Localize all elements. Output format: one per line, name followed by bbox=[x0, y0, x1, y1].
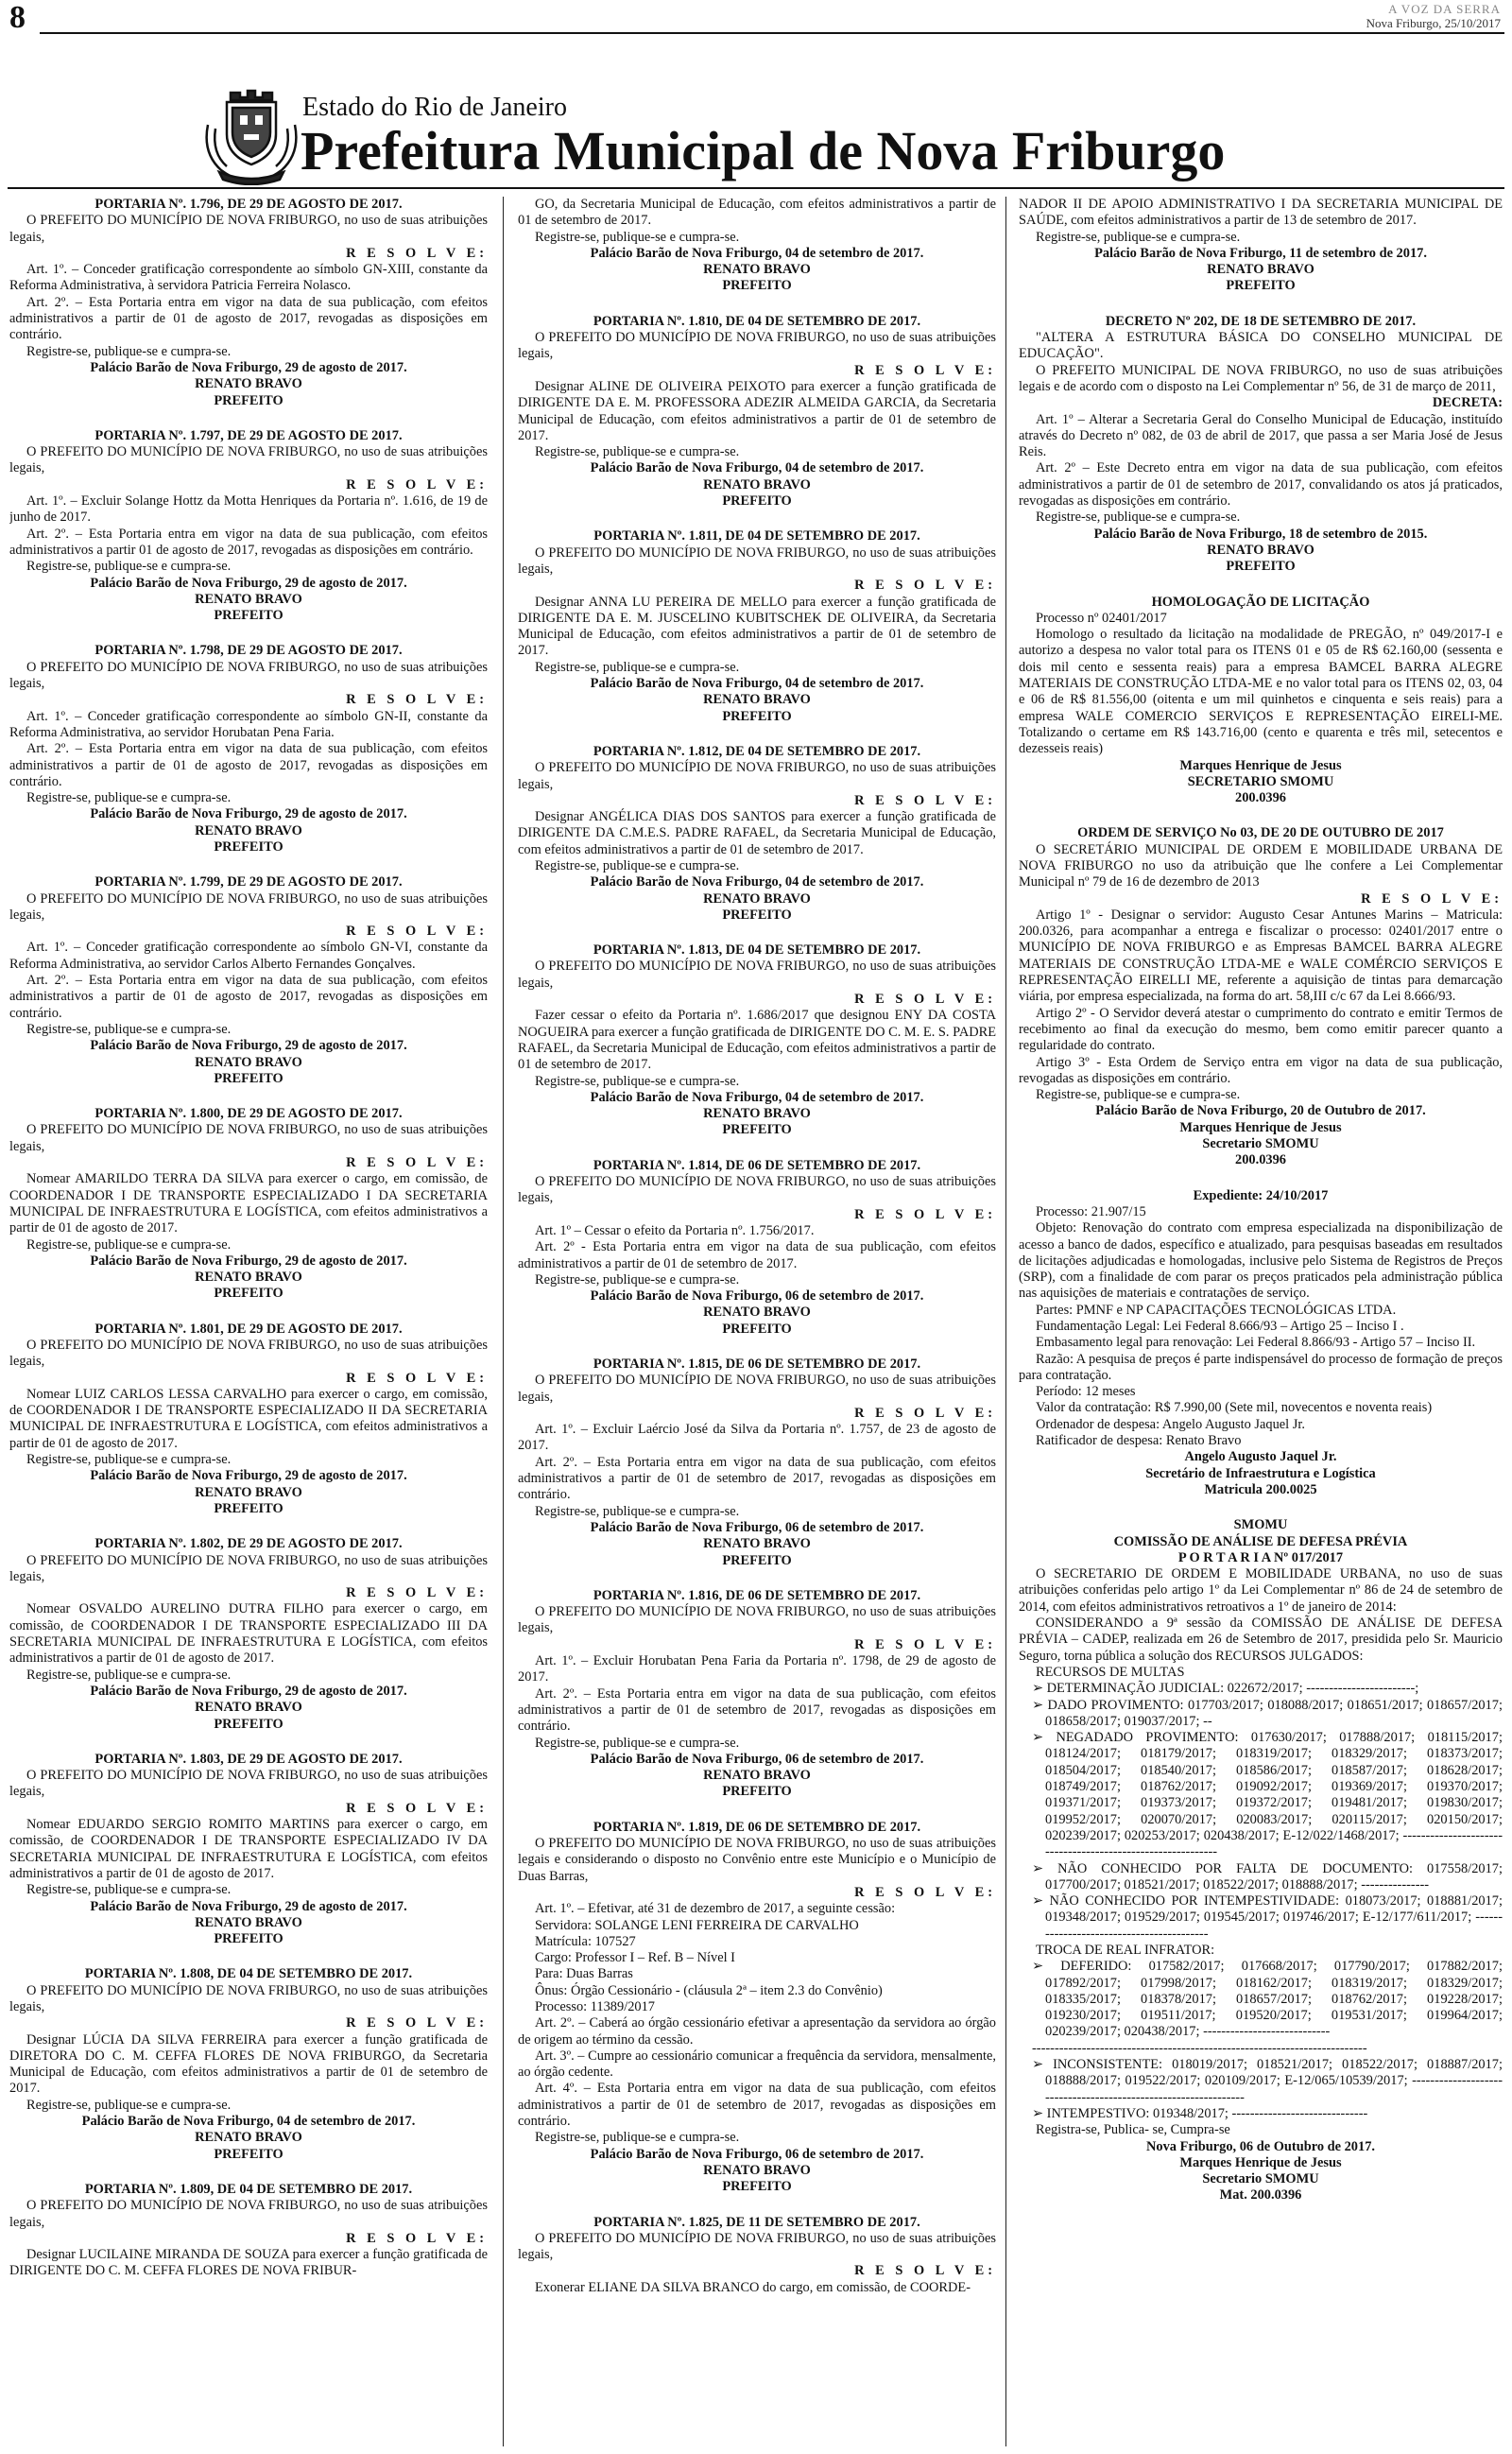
portaria-article: Nomear EDUARDO SERGIO ROMITO MARTINS para exercer o cargo, em comissão, de COORDENADOR I DE TRANSPORTE ESPECIALIZADO IV DA SECRETARIA MUNICIPAL DE INFRAESTRUTURA E LOGÍSTICA, com efeitos administrativos a partir de 01 de agosto de 2017. bbox=[9, 1817, 488, 1881]
portaria-closing: Registre-se, publique-se e cumpra-se. bbox=[26, 2097, 232, 2113]
homologation-body: Homologo o resultado da licitação na modalidade de PREGÃO, nº 049/2017-I e autorizo a despesa no valor total para os ITENS 01 e 05 de R$ 62.160,00 (sessenta e dois mil cento e sessenta reais) para a empresa BAMCEL BARRA ALEGRE MATERIAIS DE CONSTRUÇÃO LTDA-ME e no valor total para os ITENS 02, 03, 04 e 06 de R$ 81.556,00 (oitenta e um mil quinhetos e cinquenta e seis reais) para a empresa WALE COMERCIO SERVIÇOS E REPRESENTAÇÃO EIRELI-ME. Totalizando o certame em R$ 143.716,00 (cento e quarenta e três mil, setecentos e dezesseis reais) bbox=[1019, 627, 1503, 757]
portaria-role: PREFEITO bbox=[214, 1716, 284, 1732]
smomu-items bbox=[1019, 1681, 1503, 1943]
portaria-palace: Palácio Barão de Nova Friburgo, 06 de setembro de 2017. bbox=[590, 1288, 924, 1305]
portaria-article: Art. 1º. – Excluir Horubatan Pena Faria da Portaria nº. 1798, de 29 de agosto de 2017. bbox=[518, 1653, 996, 1685]
portaria-article: Art. 1º. – Conceder gratificação correspondente ao símbolo GN-II, constante da Reforma Administrativa, ao servidor Horubatan Pena Faria. bbox=[9, 708, 488, 740]
smomu-notice bbox=[1019, 1517, 1503, 2203]
service-order-article: Artigo 3º - Esta Ordem de Serviço entra em vigor na data de sua publicação, revogadas as disposições em contrário. bbox=[1019, 1054, 1503, 1086]
portaria-resolve: R E S O L V E: bbox=[854, 792, 996, 808]
portaria-role: PREFEITO bbox=[722, 1321, 792, 1337]
smomu-item: ➢ INTEMPESTIVO: 019348/2017; ------------------------------ bbox=[1032, 2105, 1368, 2121]
portaria-article: Art. 1º. – Efetivar, até 31 de dezembro de 2017, a seguinte cessão: bbox=[535, 1901, 896, 1917]
portaria-article: Servidora: SOLANGE LENI FERREIRA DE CARVALHO bbox=[535, 1917, 859, 1933]
portaria-notice bbox=[9, 197, 488, 409]
portaria-notice bbox=[9, 428, 488, 625]
portaria-signer: RENATO BRAVO bbox=[703, 692, 811, 708]
portaria-notice bbox=[9, 2182, 488, 2280]
expediente-line: Valor da contratação: R$ 7.990,00 (Sete mil, novecentos e noventa reais) bbox=[1036, 1400, 1433, 1416]
portaria-article: Art. 3º. – Cumpre ao cessionário comunicar a frequência da servidora, mensalmente, ao órgão cedente. bbox=[518, 2048, 996, 2081]
portaria-notice bbox=[518, 1357, 996, 1569]
portaria-intro: O PREFEITO DO MUNICÍPIO DE NOVA FRIBURGO, no uso de suas atribuições legais, bbox=[518, 330, 996, 362]
homologation-title: HOMOLOGAÇÃO DE LICITAÇÃO bbox=[1151, 594, 1370, 610]
portaria-article: Art. 2º. – Esta Portaria entra em vigor na data de sua publicação, com efeitos administrativos a partir de 01 de setembro de 2017, revogadas as disposições em contrário. bbox=[518, 1454, 996, 1503]
portaria-intro: O PREFEITO DO MUNICÍPIO DE NOVA FRIBURGO, no uso de suas atribuições legais, bbox=[9, 1552, 488, 1584]
portaria-title: PORTARIA Nº. 1.819, DE 06 DE SETEMBRO DE 2017. bbox=[593, 1819, 921, 1835]
homologation-notice bbox=[1019, 595, 1503, 807]
portaria-intro: O PREFEITO DO MUNICÍPIO DE NOVA FRIBURGO, no uso de suas atribuições legais, bbox=[9, 213, 488, 245]
notice-role: PREFEITO bbox=[1226, 278, 1296, 294]
portaria-intro: O PREFEITO DO MUNICÍPIO DE NOVA FRIBURGO, no uso de suas atribuições legais, bbox=[9, 1122, 488, 1154]
service-order-role: Secretario SMOMU bbox=[1202, 1136, 1319, 1152]
portaria-article: Exonerar ELIANE DA SILVA BRANCO do cargo, em comissão, de COORDE- bbox=[535, 2279, 971, 2295]
portaria-notice bbox=[518, 942, 996, 1139]
portaria-closing: Registre-se, publique-se e cumpra-se. bbox=[535, 659, 740, 675]
portaria-role: PREFEITO bbox=[722, 907, 792, 923]
portaria-palace: Palácio Barão de Nova Friburgo, 29 de agosto de 2017. bbox=[90, 1898, 407, 1914]
smomu-item: -------------------------------------------------------------------------- bbox=[1032, 2040, 1367, 2056]
portaria-notice bbox=[518, 528, 996, 725]
smomu-title: SMOMU bbox=[1233, 1517, 1288, 1533]
portaria-title: PORTARIA Nº. 1.797, DE 29 DE AGOSTO DE 2017. bbox=[94, 427, 403, 443]
smomu-closing: Registra-se, Publica- se, Cumpra-se bbox=[1036, 2122, 1230, 2138]
portaria-title: PORTARIA Nº. 1.798, DE 29 DE AGOSTO DE 2017. bbox=[94, 643, 403, 659]
portaria-intro: O PREFEITO DO MUNICÍPIO DE NOVA FRIBURGO, no uso de suas atribuições legais, bbox=[518, 1373, 996, 1405]
newspaper-masthead bbox=[1366, 2, 1501, 30]
service-order-palace: Palácio Barão de Nova Friburgo, 20 de Outubro de 2017. bbox=[1095, 1103, 1426, 1119]
portaria-article: Art. 4º. – Esta Portaria entra em vigor na data de sua publicação, com efeitos administrativos a partir de 01 de setembro de 2017, revogadas as disposições em contrário. bbox=[518, 2081, 996, 2130]
portaria-article: Designar ALINE DE OLIVEIRA PEIXOTO para exercer a função gratificada de DIRIGENTE DA E. M. PROFESSORA ADEZIR ALMEIDA GARCIA, da Secretaria Municipal de Educação, com efeitos administrativos a partir de 01 de setembro de 2017. bbox=[518, 378, 996, 443]
portaria-palace: Palácio Barão de Nova Friburgo, 04 de setembro de 2017. bbox=[590, 245, 924, 261]
portaria-palace: Palácio Barão de Nova Friburgo, 04 de setembro de 2017. bbox=[590, 460, 924, 476]
portaria-title: PORTARIA Nº. 1.825, DE 11 DE SETEMBRO DE 2017. bbox=[593, 2214, 920, 2230]
portaria-title: PORTARIA Nº. 1.812, DE 04 DE SETEMBRO DE 2017. bbox=[593, 743, 921, 759]
portaria-intro: O PREFEITO DO MUNICÍPIO DE NOVA FRIBURGO, no uso de suas atribuições legais, bbox=[9, 659, 488, 692]
portaria-role: PREFEITO bbox=[214, 1931, 284, 1947]
portaria-title: PORTARIA Nº. 1.801, DE 29 DE AGOSTO DE 2017. bbox=[94, 1321, 403, 1337]
portaria-notice bbox=[9, 1966, 488, 2163]
portaria-intro: O PREFEITO DO MUNICÍPIO DE NOVA FRIBURGO, no uso de suas atribuições legais, bbox=[9, 1982, 488, 2014]
portaria-intro: O PREFEITO DO MUNICÍPIO DE NOVA FRIBURGO, no uso de suas atribuições legais, bbox=[9, 444, 488, 476]
page-top-bar bbox=[0, 0, 1512, 34]
portaria-notice bbox=[518, 197, 996, 295]
portaria-article: Designar ANNA LU PEREIRA DE MELLO para exercer a função gratificada de DIRIGENTE DA E. M. JUSCELINO KUBITSCHEK DE OLIVEIRA, da Secretaria Municipal de Educação, com efeitos administrativos a partir de 01 de setembro de 2017. bbox=[518, 594, 996, 659]
portaria-resolve: R E S O L V E: bbox=[346, 245, 488, 261]
decree-closing: Registre-se, publique-se e cumpra-se. bbox=[1036, 510, 1241, 526]
expediente-line: Objeto: Renovação do contrato com empresa especializada na disponibilização de acesso a banco de dados, específico e atualizado, para pesquisas baseadas em resultados de licitações adjudicadas e homologadas, inclusive pelo Sistema de Registros de Preços (SRP), com a finalidade de com parar os preços praticados pela administração pública nas aquisições de materiais e contratações de serviço. bbox=[1019, 1220, 1503, 1302]
portaria-title: PORTARIA Nº. 1.813, DE 04 DE SETEMBRO DE 2017. bbox=[593, 942, 921, 959]
portaria-notice bbox=[518, 1158, 996, 1338]
portaria-role: PREFEITO bbox=[214, 2146, 284, 2162]
expediente-role: Secretário de Infraestrutura e Logística bbox=[1145, 1465, 1376, 1481]
portaria-article: Designar LÚCIA DA SILVA FERREIRA para exercer a função gratificada de DIRETORA DO C. M. CEFFA FLORES DE NOVA FRIBURGO, da Secretaria Municipal de Educação, com efeitos administrativos a partir de 01 de setembro de 2017. bbox=[9, 2031, 488, 2097]
portaria-palace: Palácio Barão de Nova Friburgo, 29 de agosto de 2017. bbox=[90, 1038, 407, 1054]
portaria-palace: Palácio Barão de Nova Friburgo, 29 de agosto de 2017. bbox=[90, 1468, 407, 1484]
expediente-signer: Angelo Augusto Jaquel Jr. bbox=[1184, 1449, 1337, 1465]
smomu-item: ➢ NÃO CONHECIDO POR INTEMPESTIVIDADE: 018073/2017; 018881/2017; 019348/2017; 019529/2017; 019545/2017; 019746/2017; E-12/177/611/2017; ------------------------------------------ bbox=[1032, 1893, 1503, 1942]
portaria-signer: RENATO BRAVO bbox=[703, 1305, 811, 1321]
newspaper-name: A VOZ DA SERRA bbox=[1388, 2, 1501, 16]
portaria-article: Cargo: Professor I – Ref. B – Nível I bbox=[535, 1950, 735, 1966]
portaria-role: PREFEITO bbox=[722, 2179, 792, 2195]
portaria-palace: Palácio Barão de Nova Friburgo, 04 de setembro de 2017. bbox=[590, 676, 924, 692]
portaria-resolve: R E S O L V E: bbox=[346, 1585, 488, 1601]
notice-body: NADOR II DE APOIO ADMINISTRATIVO I DA SECRETARIA MUNICIPAL DE SAÚDE, com efeitos administrativos a partir de 13 de setembro de 2017. bbox=[1019, 197, 1503, 229]
portaria-article: Nomear LUIZ CARLOS LESSA CARVALHO para exercer o cargo, em comissão, de COORDENADOR I DE TRANSPORTE ESPECIALIZADO II DA SECRETARIA MUNICIPAL DE INFRAESTRUTURA E LOGÍSTICA, com efeitos administrativos a partir de 01 de agosto de 2017. bbox=[9, 1386, 488, 1451]
portaria-title: PORTARIA Nº. 1.809, DE 04 DE SETEMBRO DE 2017. bbox=[84, 2181, 413, 2197]
column-divider bbox=[1005, 197, 1006, 2446]
portaria-signer: RENATO BRAVO bbox=[195, 591, 302, 607]
service-order-article: Artigo 2º - O Servidor deverá atestar o cumprimento do contrato e emitir Termos de recebimento ao final da execução do mesmo, bem como emitir parecer quanto a regularidade do contrato. bbox=[1019, 1005, 1503, 1054]
state-name: Estado do Rio de Janeiro bbox=[302, 93, 567, 122]
portaria-article: Art. 2º. – Esta Portaria entra em vigor na data de sua publicação, com efeitos administrativos a partir de 01 de agosto de 2017, revogadas as disposições em contrário. bbox=[9, 294, 488, 343]
service-order-mat: 200.0396 bbox=[1235, 1152, 1286, 1168]
portaria-notice bbox=[9, 643, 488, 855]
portaria-role: PREFEITO bbox=[722, 1784, 792, 1800]
portaria-palace: Palácio Barão de Nova Friburgo, 29 de agosto de 2017. bbox=[90, 575, 407, 591]
portaria-article: Matrícula: 107527 bbox=[535, 1933, 636, 1949]
prefecture-title: Prefeitura Municipal de Nova Friburgo bbox=[301, 120, 1226, 181]
decree-article: Art. 1º – Alterar a Secretaria Geral do Conselho Municipal de Educação, instituído através do Decreto nº 082, de 03 de abril de 2017, que passa a ser Maria José de Jesus Reis. bbox=[1019, 411, 1503, 460]
portaria-signer: RENATO BRAVO bbox=[195, 1054, 302, 1070]
smomu-item: ➢ INCONSISTENTE: 018019/2017; 018521/2017; 018522/2017; 018887/2017; 018888/2017; 019522/2017; 020109/2017; E-12/065/10539/2017; ---------------------------------------------------------------- bbox=[1032, 2057, 1503, 2105]
portaria-signer: RENATO BRAVO bbox=[195, 2130, 302, 2146]
decree-intro: O PREFEITO MUNICIPAL DE NOVA FRIBURGO, no uso de suas atribuições legais e de acordo com o disposto na Lei Complementar nº 56, de 31 de março de 2011, bbox=[1019, 362, 1503, 394]
portaria-signer: RENATO BRAVO bbox=[195, 376, 302, 392]
portaria-resolve: R E S O L V E: bbox=[854, 1884, 996, 1900]
portaria-notice bbox=[9, 1536, 488, 1733]
portaria-signer: RENATO BRAVO bbox=[195, 1914, 302, 1930]
portaria-role: PREFEITO bbox=[722, 1552, 792, 1568]
portaria-intro: O PREFEITO DO MUNICÍPIO DE NOVA FRIBURGO, no uso de suas atribuições legais, bbox=[518, 959, 996, 991]
portaria-article: Art. 1º. – Excluir Laércio José da Silva da Portaria nº. 1.757, de 23 de agosto de 2017. bbox=[518, 1422, 996, 1454]
smomu-signer: Marques Henrique de Jesus bbox=[1179, 2154, 1342, 2170]
portaria-intro: O PREFEITO DO MUNICÍPIO DE NOVA FRIBURGO, no uso de suas atribuições legais, bbox=[9, 1338, 488, 1370]
expediente-line: Embasamento legal para renovação: Lei Federal 8.866/93 - Artigo 57 – Inciso II. bbox=[1036, 1335, 1476, 1351]
expediente-title: Expediente: 24/10/2017 bbox=[1193, 1187, 1329, 1203]
portaria-signer: RENATO BRAVO bbox=[703, 1106, 811, 1122]
portaria-closing: Registre-se, publique-se e cumpra-se. bbox=[26, 790, 232, 806]
portaria-resolve: R E S O L V E: bbox=[854, 992, 996, 1008]
smomu-item: ➢ NÃO CONHECIDO POR FALTA DE DOCUMENTO: 017558/2017; 017700/2017; 018521/2017; 018522/2017; 018888/2017; --------------- bbox=[1032, 1860, 1503, 1892]
portaria-article: Nomear OSVALDO AURELINO DUTRA FILHO para exercer o cargo, em comissão, de COORDENADOR I DE TRANSPORTE ESPECIALIZADO III DA SECRETARIA MUNICIPAL DE INFRAESTRUTURA E LOGÍSTICA, com efeitos administrativos a partir de 01 de agosto de 2017. bbox=[9, 1601, 488, 1667]
portaria-article: Designar ANGÉLICA DIAS DOS SANTOS para exercer a função gratificada de DIRIGENTE DA C.M.E.S. PADRE RAFAEL, da Secretaria Municipal de Educação, com efeitos administrativos a partir de 01 de setembro de 2017. bbox=[518, 809, 996, 857]
portaria-notice bbox=[9, 874, 488, 1087]
portaria-article: Art. 2º. – Esta Portaria entra em vigor na data de sua publicação, com efeitos administrativos a partir de 01 de agosto de 2017, revogadas as disposições em contrário. bbox=[9, 973, 488, 1021]
portaria-palace: Palácio Barão de Nova Friburgo, 06 de setembro de 2017. bbox=[590, 1751, 924, 1767]
smomu-recursos: RECURSOS DE MULTAS bbox=[1036, 1664, 1185, 1680]
decree-decreta: DECRETA: bbox=[1432, 395, 1503, 411]
portaria-closing: Registre-se, publique-se e cumpra-se. bbox=[26, 1236, 232, 1253]
column-1 bbox=[9, 197, 488, 2446]
decree-title: DECRETO Nº 202, DE 18 DE SETEMBRO DE 2017. bbox=[1105, 313, 1417, 329]
portaria-article: Art. 1º. – Conceder gratificação correspondente ao símbolo GN-XIII, constante da Reforma Administrativa, à servidora Patricia Ferreira Nolasco. bbox=[9, 262, 488, 294]
portaria-resolve: R E S O L V E: bbox=[346, 2015, 488, 2031]
service-order-notice bbox=[1019, 825, 1503, 1168]
portaria-article: Art. 1º. – Excluir Solange Hottz da Motta Henriques da Portaria nº. 1.616, de 19 de junho de 2017. bbox=[9, 493, 488, 526]
smomu-item: ➢ DETERMINAÇÃO JUDICIAL: 022672/2017; ------------------------; bbox=[1032, 1681, 1419, 1697]
page-number: 8 bbox=[9, 0, 26, 35]
portaria-closing: Registre-se, publique-se e cumpra-se. bbox=[26, 1021, 232, 1037]
portaria-role: PREFEITO bbox=[214, 838, 284, 855]
decree-palace: Palácio Barão de Nova Friburgo, 18 de setembro de 2015. bbox=[1093, 526, 1428, 542]
header-rule bbox=[8, 187, 1504, 189]
portaria-signer: RENATO BRAVO bbox=[195, 822, 302, 838]
portaria-resolve: R E S O L V E: bbox=[854, 362, 996, 378]
portaria-resolve: R E S O L V E: bbox=[854, 578, 996, 594]
portaria-article: Ônus: Órgão Cessionário - (cláusula 2ª – item 2.3 do Convênio) bbox=[535, 1982, 883, 1998]
portaria-palace: Palácio Barão de Nova Friburgo, 29 de agosto de 2017. bbox=[90, 1253, 407, 1269]
portaria-closing: Registre-se, publique-se e cumpra-se. bbox=[26, 1882, 232, 1898]
expediente-line: Período: 12 meses bbox=[1036, 1384, 1136, 1400]
service-order-intro: O SECRETÁRIO MUNICIPAL DE ORDEM E MOBILIDADE URBANA DE NOVA FRIBURGO no uso da atribuição que lhe confere a Lei Complementar Municipal nº 79 de 16 de dezembro de 2013 bbox=[1019, 841, 1503, 890]
portaria-palace: Palácio Barão de Nova Friburgo, 29 de agosto de 2017. bbox=[90, 806, 407, 822]
portaria-closing: Registre-se, publique-se e cumpra-se. bbox=[535, 444, 740, 460]
portaria-closing: Registre-se, publique-se e cumpra-se. bbox=[535, 1503, 740, 1519]
portaria-article: Art. 2º. – Esta Portaria entra em vigor na data de sua publicação, com efeitos administrativos a partir 01 de agosto de 2017, revogadas as disposições em contrário. bbox=[9, 526, 488, 558]
portaria-signer: RENATO BRAVO bbox=[703, 890, 811, 907]
smomu-considerando: CONSIDERANDO a 9ª sessão da COMISSÃO DE ANÁLISE DE DEFESA PRÉVIA – CADEP, realizada em 26 de Setembro de 2017, presidida pelo Sr. Mauricio Seguro, torna pública a solução dos RECURSOS JULGADOS: bbox=[1019, 1616, 1503, 1664]
portaria-title: PORTARIA Nº. 1.796, DE 29 DE AGOSTO DE 2017. bbox=[94, 197, 403, 212]
service-order-resolve: R E S O L V E: bbox=[1361, 890, 1503, 907]
portaria-signer: RENATO BRAVO bbox=[195, 1484, 302, 1500]
expediente-notice bbox=[1019, 1188, 1503, 1499]
portaria-notice bbox=[518, 744, 996, 924]
portaria-notice bbox=[518, 314, 996, 510]
top-rule bbox=[40, 32, 1504, 34]
expediente-line: Razão: A pesquisa de preços é parte indispensável do processo de formação de preços para contratação. bbox=[1019, 1351, 1503, 1383]
portaria-signer: RENATO BRAVO bbox=[703, 1768, 811, 1784]
notice-palace: Palácio Barão de Nova Friburgo, 11 de setembro de 2017. bbox=[1094, 245, 1427, 261]
smomu-item: ➢ DEFERIDO: 017582/2017; 017668/2017; 017790/2017; 017882/2017; 017892/2017; 017998/2017; 018162/2017; 018319/2017; 018329/2017; 018335/2017; 018378/2017; 018657/2017; 018762/2017; 019228/2017; 019230/2017; 019511/2017; 019520/2017; 019531/2017; 019964/2017; 020239/2017; 020438/2017; ---------------------------- bbox=[1032, 1959, 1503, 2040]
expediente-mat: Matricula 200.0025 bbox=[1204, 1481, 1317, 1497]
notice-closing: Registre-se, publique-se e cumpra-se. bbox=[1036, 229, 1241, 245]
service-order-article: Artigo 1º - Designar o servidor: Augusto Cesar Antunes Marins – Matricula: 200.0326, para acompanhar a entrega e fiscalizar o processo: 02401/2017 entre o MUNICÍPIO DE NOVA FRIBURGO e as Empresas BAMCEL BARRA ALEGRE MATERIAIS DE CONSTRUÇÃO LTDA-ME e WALE COMÉRCIO SERVIÇOS E REPRESENTAÇÃO EIRELLI ME, referente a aquisição de tintas para demarcação viária, por empresa especializada, na forma do art. 58,III c/c 67 da Lei 8.666/93. bbox=[1019, 907, 1503, 1005]
portaria-article: Art. 1º. – Conceder gratificação correspondente ao símbolo GN-VI, constante da Reforma Administrativa, ao servidor Carlos Alberto Fernandes Gonçalves. bbox=[9, 940, 488, 972]
portaria-closing: Registre-se, publique-se e cumpra-se. bbox=[535, 2130, 740, 2146]
expediente-line: Ratificador de despesa: Renato Bravo bbox=[1036, 1433, 1242, 1449]
decree-role: PREFEITO bbox=[1226, 559, 1296, 575]
portaria-closing: Registre-se, publique-se e cumpra-se. bbox=[535, 1735, 740, 1751]
portaria-resolve: R E S O L V E: bbox=[346, 1370, 488, 1386]
portaria-signer: RENATO BRAVO bbox=[195, 1270, 302, 1286]
portaria-closing: Registre-se, publique-se e cumpra-se. bbox=[535, 1271, 740, 1287]
smomu-palace: Nova Friburgo, 06 de Outubro de 2017. bbox=[1146, 2138, 1375, 2154]
portaria-palace: Palácio Barão de Nova Friburgo, 04 de setembro de 2017. bbox=[590, 874, 924, 890]
portaria-closing: Registre-se, publique-se e cumpra-se. bbox=[535, 1073, 740, 1089]
portaria-closing: Registre-se, publique-se e cumpra-se. bbox=[26, 1452, 232, 1468]
portaria-intro: O PREFEITO DO MUNICÍPIO DE NOVA FRIBURGO, no uso de suas atribuições legais e considerando o disposto no Convênio entre este Município e o Município de Duas Barras, bbox=[518, 1836, 996, 1884]
smomu-items-2 bbox=[1019, 1959, 1503, 2122]
portaria-palace: Palácio Barão de Nova Friburgo, 04 de setembro de 2017. bbox=[81, 2114, 416, 2130]
portaria-title: PORTARIA Nº. 1.800, DE 29 DE AGOSTO DE 2017. bbox=[94, 1106, 403, 1122]
decree-signer: RENATO BRAVO bbox=[1207, 542, 1314, 558]
portaria-title: PORTARIA Nº. 1.799, DE 29 DE AGOSTO DE 2017. bbox=[94, 874, 403, 890]
portaria-closing: Registre-se, publique-se e cumpra-se. bbox=[26, 1667, 232, 1683]
column-divider bbox=[503, 197, 504, 2446]
portaria-palace: Palácio Barão de Nova Friburgo, 06 de setembro de 2017. bbox=[590, 1519, 924, 1535]
portaria-notice bbox=[518, 2215, 996, 2296]
smomu-mat: Mat. 200.0396 bbox=[1219, 2187, 1302, 2203]
portaria-intro: O PREFEITO DO MUNICÍPIO DE NOVA FRIBURGO, no uso de suas atribuições legais, bbox=[518, 760, 996, 792]
notice-signer: RENATO BRAVO bbox=[1207, 262, 1314, 278]
portaria-article: Para: Duas Barras bbox=[535, 1966, 633, 1982]
portaria-closing: Registre-se, publique-se e cumpra-se. bbox=[26, 559, 232, 575]
portaria-role: PREFEITO bbox=[722, 708, 792, 724]
service-order-closing: Registre-se, publique-se e cumpra-se. bbox=[1036, 1087, 1241, 1103]
expediente-line: Partes: PMNF e NP CAPACITAÇÕES TECNOLÓGICAS LTDA. bbox=[1036, 1302, 1397, 1318]
column-3 bbox=[1019, 197, 1503, 2446]
portaria-signer: RENATO BRAVO bbox=[703, 2162, 811, 2178]
portaria-title: PORTARIA Nº. 1.816, DE 06 DE SETEMBRO DE 2017. bbox=[593, 1587, 921, 1603]
homologation-process: Processo nº 02401/2017 bbox=[1036, 610, 1167, 626]
portaria-title: PORTARIA Nº. 1.803, DE 29 DE AGOSTO DE 2017. bbox=[94, 1751, 403, 1767]
coat-of-arms-icon bbox=[198, 87, 304, 185]
portaria-intro: O PREFEITO DO MUNICÍPIO DE NOVA FRIBURGO, no uso de suas atribuições legais, bbox=[9, 1768, 488, 1800]
expediente-line: Ordenador de despesa: Angelo Augusto Jaquel Jr. bbox=[1036, 1416, 1305, 1432]
portaria-closing: Registre-se, publique-se e cumpra-se. bbox=[26, 343, 232, 359]
portaria-palace: Palácio Barão de Nova Friburgo, 29 de agosto de 2017. bbox=[90, 1683, 407, 1699]
portaria-intro: O PREFEITO DO MUNICÍPIO DE NOVA FRIBURGO, no uso de suas atribuições legais, bbox=[518, 544, 996, 577]
portaria-resolve: R E S O L V E: bbox=[346, 924, 488, 940]
portaria-role: PREFEITO bbox=[214, 392, 284, 408]
portaria-title: PORTARIA Nº. 1.802, DE 29 DE AGOSTO DE 2017. bbox=[94, 1536, 403, 1552]
portaria-title: PORTARIA Nº. 1.814, DE 06 DE SETEMBRO DE 2017. bbox=[593, 1157, 921, 1173]
portaria-signer: RENATO BRAVO bbox=[703, 1536, 811, 1552]
portaria-palace: Palácio Barão de Nova Friburgo, 06 de setembro de 2017. bbox=[590, 2146, 924, 2162]
homologation-signer: Marques Henrique de Jesus bbox=[1179, 757, 1342, 773]
portaria-notice bbox=[518, 1588, 996, 1801]
portaria-palace: Palácio Barão de Nova Friburgo, 29 de agosto de 2017. bbox=[90, 359, 407, 375]
decree-article: Art. 2º – Este Decreto entra em vigor na data de sua publicação, com efeitos administrativos a partir de 01 de setembro de 2017, convalidando os atos já praticados, revogadas as disposições em contrário. bbox=[1019, 460, 1503, 510]
smomu-troca: TROCA DE REAL INFRATOR: bbox=[1036, 1942, 1215, 1958]
portaria-closing: Registre-se, publique-se e cumpra-se. bbox=[535, 857, 740, 873]
portaria-role: PREFEITO bbox=[214, 1286, 284, 1302]
smomu-commission: COMISSÃO DE ANÁLISE DE DEFESA PRÉVIA bbox=[1113, 1533, 1408, 1549]
expediente-line: Fundamentação Legal: Lei Federal 8.666/93 – Artigo 25 – Inciso I . bbox=[1036, 1319, 1404, 1334]
portaria-resolve: R E S O L V E: bbox=[854, 2263, 996, 2279]
smomu-item: ➢ NEGADADO PROVIMENTO: 017630/2017; 017888/2017; 018115/2017; 018124/2017; 018179/2017; 018319/2017; 018329/2017; 018373/2017; 018504/2017; 018540/2017; 018586/2017; 018587/2017; 018628/2017; 018749/2017; 018762/2017; 019092/2017; 019369/2017; 019370/2017; 019371/2017; 019373/2017; 019372/2017; 019481/2017; 019830/2017; 019952/2017; 020070/2017; 020083/2017; 020115/2017; 020150/2017; 020239/2017; 020253/2017; 020438/2017; E-12/022/1468/2017; ------------------------------------------------------------ bbox=[1032, 1730, 1503, 1860]
portaria-notice bbox=[9, 1752, 488, 1948]
portaria-title: PORTARIA Nº. 1.811, DE 04 DE SETEMBRO DE 2017. bbox=[593, 528, 920, 544]
column-2 bbox=[518, 197, 996, 2446]
service-order-signer: Marques Henrique de Jesus bbox=[1179, 1119, 1342, 1135]
decree-subtitle: "ALTERA A ESTRUTURA BÁSICA DO CONSELHO MUNICIPAL DE EDUCAÇÃO". bbox=[1019, 330, 1503, 362]
newspaper-dateline: Nova Friburgo, 25/10/2017 bbox=[1366, 16, 1501, 30]
portaria-title: PORTARIA Nº. 1.810, DE 04 DE SETEMBRO DE 2017. bbox=[593, 313, 921, 329]
homologation-role: SECRETARIO SMOMU bbox=[1187, 773, 1334, 789]
portaria-resolve: R E S O L V E: bbox=[346, 476, 488, 493]
portaria-resolve: R E S O L V E: bbox=[854, 1636, 996, 1652]
service-order-title: ORDEM DE SERVIÇO No 03, DE 20 DE OUTUBRO DE 2017 bbox=[1077, 825, 1444, 841]
portaria-signer: RENATO BRAVO bbox=[703, 262, 811, 278]
portaria-article: GO, da Secretaria Municipal de Educação, com efeitos administrativos a partir de 01 de setembro de 2017. bbox=[518, 197, 996, 229]
portaria-role: PREFEITO bbox=[722, 493, 792, 510]
portaria-article: Art. 2º. – Esta Portaria entra em vigor na data de sua publicação, com efeitos administrativos a partir de 01 de agosto de 2017, revogadas as disposições em contrário. bbox=[9, 741, 488, 789]
smomu-portaria: P O R T A R I A Nº 017/2017 bbox=[1177, 1549, 1344, 1565]
portaria-closing: Registre-se, publique-se e cumpra-se. bbox=[535, 229, 740, 245]
smomu-role: Secretario SMOMU bbox=[1202, 2171, 1319, 2187]
portaria-article: Art. 2º. – Caberá ao órgão cessionário efetivar a apresentação da servidora ao órgão de origem ao término da cessão. bbox=[518, 2015, 996, 2048]
portaria-signer: RENATO BRAVO bbox=[703, 476, 811, 493]
portaria-signer: RENATO BRAVO bbox=[195, 1700, 302, 1716]
portaria-article: Art. 2º. – Esta Portaria entra em vigor na data de sua publicação, com efeitos administrativos a partir de 01 de setembro de 2017, revogadas as disposições em contrário. bbox=[518, 1685, 996, 1735]
portaria-role: PREFEITO bbox=[722, 1122, 792, 1138]
portaria-article: Processo: 11389/2017 bbox=[535, 1998, 655, 2014]
portaria-article: Art. 2º - Esta Portaria entra em vigor na data de sua publicação, com efeitos administrativos a partir de 01 de setembro de 2017. bbox=[518, 1239, 996, 1271]
portaria-title: PORTARIA Nº. 1.808, DE 04 DE SETEMBRO DE 2017. bbox=[84, 1966, 413, 1982]
portaria-article: Nomear AMARILDO TERRA DA SILVA para exercer o cargo, em comissão, de COORDENADOR I DE TRANSPORTE ESPECIALIZADO I DA SECRETARIA MUNICIPAL DE INFRAESTRUTURA E LOGÍSTICA, com efeitos administrativos a partir de 01 de agosto de 2017. bbox=[9, 1171, 488, 1236]
portaria-resolve: R E S O L V E: bbox=[854, 1405, 996, 1421]
homologation-mat: 200.0396 bbox=[1235, 790, 1286, 806]
portaria-notice bbox=[518, 1820, 996, 2196]
portaria-notice bbox=[9, 1322, 488, 1518]
portaria-palace: Palácio Barão de Nova Friburgo, 04 de setembro de 2017. bbox=[590, 1089, 924, 1105]
notice-continuation bbox=[1019, 197, 1503, 295]
portaria-role: PREFEITO bbox=[722, 278, 792, 294]
portaria-role: PREFEITO bbox=[214, 1070, 284, 1086]
expediente-line: Processo: 21.907/15 bbox=[1036, 1203, 1146, 1219]
decree-notice bbox=[1019, 314, 1503, 576]
smomu-intro: O SECRETARIO DE ORDEM E MOBILIDADE URBANA, no uso de suas atribuições conferidas pelo artigo 1º da Lei Complementar nº 86 de 24 de setembro de 2014, com efeitos administrativos retroativos a 1º de janeiro de 2014: bbox=[1019, 1566, 1503, 1615]
portaria-article: Fazer cessar o efeito da Portaria nº. 1.686/2017 que designou ENY DA COSTA NOGUEIRA para exercer a função gratificada de DIRIGENTE DO C. M. E. S. PADRE RAFAEL, da Secretaria Municipal de Educação, com efeitos administrativos a partir de 01 de setembro de 2017. bbox=[518, 1008, 996, 1073]
portaria-resolve: R E S O L V E: bbox=[346, 1155, 488, 1171]
portaria-resolve: R E S O L V E: bbox=[346, 692, 488, 708]
portaria-title: PORTARIA Nº. 1.815, DE 06 DE SETEMBRO DE 2017. bbox=[593, 1357, 921, 1372]
portaria-intro: O PREFEITO DO MUNICÍPIO DE NOVA FRIBURGO, no uso de suas atribuições legais, bbox=[9, 890, 488, 923]
portaria-intro: O PREFEITO DO MUNICÍPIO DE NOVA FRIBURGO, no uso de suas atribuições legais, bbox=[518, 1174, 996, 1206]
expediente-lines bbox=[1019, 1204, 1503, 1449]
smomu-item: ➢ DADO PROVIMENTO: 017703/2017; 018088/2017; 018651/2017; 018657/2017; 018658/2017; 019037/2017; -- bbox=[1032, 1697, 1503, 1729]
portaria-article: Designar LUCILAINE MIRANDA DE SOUZA para exercer a função gratificada de DIRIGENTE DO C. M. CEFFA FLORES DE NOVA FRIBUR- bbox=[9, 2247, 488, 2279]
portaria-role: PREFEITO bbox=[214, 1500, 284, 1516]
portaria-resolve: R E S O L V E: bbox=[346, 2230, 488, 2246]
portaria-role: PREFEITO bbox=[214, 608, 284, 624]
portaria-resolve: R E S O L V E: bbox=[854, 1206, 996, 1222]
portaria-intro: O PREFEITO DO MUNICÍPIO DE NOVA FRIBURGO, no uso de suas atribuições legais, bbox=[9, 2198, 488, 2230]
portaria-intro: O PREFEITO DO MUNICÍPIO DE NOVA FRIBURGO, no uso de suas atribuições legais, bbox=[518, 2230, 996, 2263]
portaria-article: Art. 1º – Cessar o efeito da Portaria nº. 1.756/2017. bbox=[535, 1222, 815, 1238]
portaria-intro: O PREFEITO DO MUNICÍPIO DE NOVA FRIBURGO, no uso de suas atribuições legais, bbox=[518, 1604, 996, 1636]
portaria-resolve: R E S O L V E: bbox=[346, 1800, 488, 1816]
portaria-notice bbox=[9, 1106, 488, 1303]
